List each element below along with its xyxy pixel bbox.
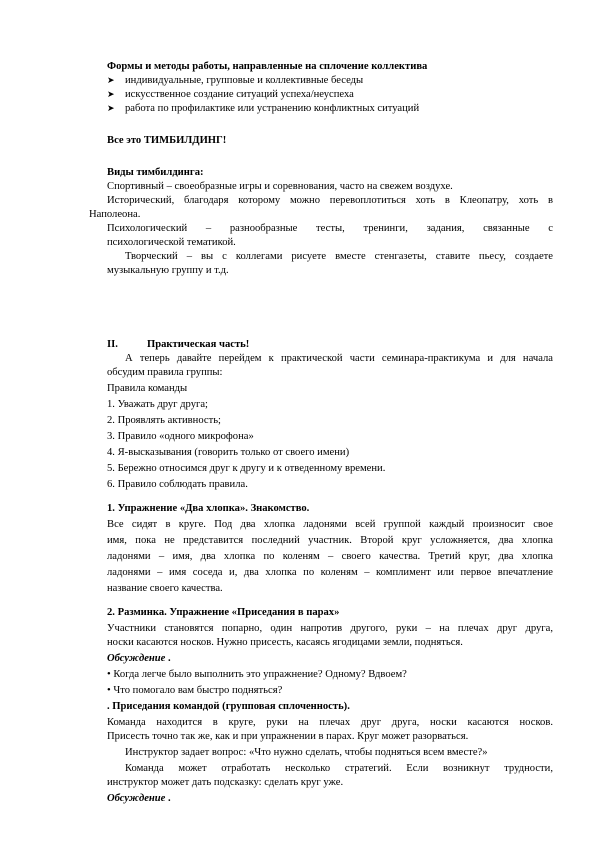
teambuilding-line: Все это ТИМБИЛДИНГ! <box>107 135 227 146</box>
type-historic-cont: Наполеона. <box>89 209 141 220</box>
rule-item: 5. Бережно относимся друг к другу и к отведенному времени. <box>107 463 386 474</box>
practice-intro: А теперь давайте перейдем к практической части семинара-практикума и для начала <box>125 353 553 364</box>
type-creative: Творческий – вы с коллегами рисуете вместе стенгазеты, ставите пьесу, создаете <box>125 251 553 262</box>
exercise-1-text: название своего качества. <box>107 583 223 594</box>
question-item: • Что помогало вам быстро подняться? <box>107 685 283 696</box>
strategy-text: Команда может отработать несколько стратегий. Если возникнут трудности, <box>125 763 553 774</box>
type-sport: Спортивный – своеобразные игры и соревнования, часто на свежем воздухе. <box>107 181 453 192</box>
discussion-label: Обсуждение . <box>107 653 171 664</box>
forms-heading: Формы и методы работы, направленные на сплочение коллектива <box>107 61 428 72</box>
bullet-item: ➤ искусственное создание ситуаций успеха/неуспеха <box>107 89 354 100</box>
rule-item: 6. Правило соблюдать правила. <box>107 479 248 490</box>
exercise-1-text: имя, пока не представится последний участник. Второй круг усложняется, два хлопка <box>107 535 553 546</box>
exercise-2-text: носки касаются носков. Нужно присесть, касаясь ягодицами земли, подняться. <box>107 637 463 648</box>
instructor-question: Инструктор задает вопрос: «Что нужно сделать, чтобы подняться всем вместе?» <box>125 747 488 758</box>
team-squat-title: . Приседания командой (групповая сплоченность). <box>107 701 350 712</box>
rule-item: 4. Я-высказывания (говорить только от своего имени) <box>107 447 350 458</box>
exercise-1-text: Все сидят в круге. Под два хлопка ладонями всей группой каждый произносит свое <box>107 519 553 530</box>
exercise-1-title: 1. Упражнение «Два хлопка». Знакомство. <box>107 503 310 514</box>
arrow-bullet-icon: ➤ <box>107 90 115 100</box>
team-squat-text: Команда находится в круге, руки на плечах друг друга, носки касаются носков. <box>107 717 553 728</box>
rules-title: Правила команды <box>107 383 188 394</box>
type-historic: Исторический, благодаря которому можно перевоплотиться хоть в Клеопатру, хоть в <box>107 195 553 206</box>
arrow-bullet-icon: ➤ <box>107 76 115 86</box>
rule-item: 3. Правило «одного микрофона» <box>107 431 254 442</box>
exercise-2-title: 2. Разминка. Упражнение «Приседания в парах» <box>107 607 340 618</box>
exercise-2-text: Участники становятся попарно, один напротив другого, руки – на плечах друг друга, <box>107 623 553 634</box>
exercise-1-text: ладонями – имя, два хлопка по коленям – своего качества. Третий круг, два хлопка <box>107 551 553 562</box>
discussion-label: Обсуждение . <box>107 793 171 804</box>
type-creative-cont: музыкальную группу и т.д. <box>107 265 229 276</box>
team-squat-text: Присесть точно так же, как и при упражнении в парах. Круг может разорваться. <box>107 731 469 742</box>
rule-item: 2. Проявлять активность; <box>107 415 221 426</box>
rule-item: 1. Уважать друг друга; <box>107 399 208 410</box>
question-item: • Когда легче было выполнить это упражнение? Одному? Вдвоем? <box>107 669 407 680</box>
type-psych: Психологический – разнообразные тесты, тренинги, задания, связанные с <box>107 223 553 234</box>
exercise-1-text: ладонями – имя соседа и, два хлопка по коленям – комплимент или первое впечатление <box>107 567 553 578</box>
type-psych-cont: психологической тематикой. <box>107 237 236 248</box>
strategy-text-cont: инструктор может дать подсказку: сделать круг уже. <box>107 777 344 788</box>
types-heading: Виды тимбилдинга: <box>107 167 204 178</box>
arrow-bullet-icon: ➤ <box>107 104 115 114</box>
section-heading: II. Практическая часть! <box>107 339 250 350</box>
bullet-item: ➤ индивидуальные, групповые и коллективные беседы <box>107 75 364 86</box>
bullet-item: ➤ работа по профилактике или устранению конфликтных ситуаций <box>107 103 420 114</box>
practice-intro-cont: обсудим правила группы: <box>107 367 223 378</box>
